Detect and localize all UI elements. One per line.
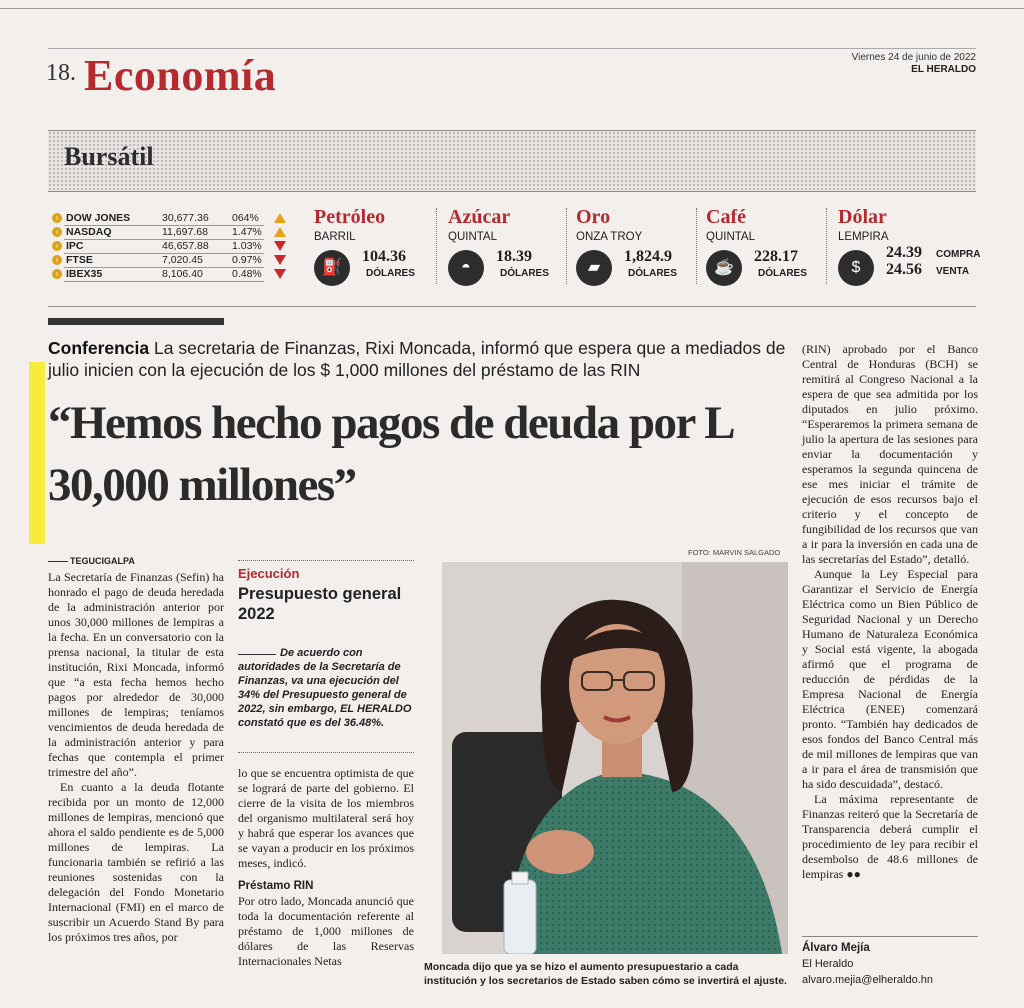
commodity-name: Oro [576, 206, 611, 228]
index-value: 46,657.88 [162, 240, 209, 252]
index-value: 30,677.36 [162, 212, 209, 224]
sidebar-rule [238, 560, 414, 561]
index-value: 7,020.45 [162, 254, 203, 266]
dollar-buy-value: 24.39 [886, 244, 922, 261]
index-name: IBEX35 [66, 268, 103, 280]
market-title: Bursátil [64, 142, 154, 171]
market-band [48, 130, 976, 192]
article-column-4 [802, 342, 978, 882]
paragraph: Aunque la Ley Especial para Garantizar el Servicio de Energía Eléctrica como un Bien Público de Seguridad Nacional y un Derecho Humano de Naturaleza Económica y Social está vigente, la abogada afirmó que el programa de reducción de pérdidas de la Empresa Nacional de Energía Eléctrica (ENEE) comenzará pronto. “También hay dedicados de esos fondos del Banco Central más de mil millones de lempiras que van a ir para el área de transmisión que ha sido descuidada”, destacó. [802, 567, 978, 791]
index-row [52, 212, 292, 226]
chevron-right-icon: › [52, 269, 62, 279]
photo-credit: FOTO: MARVIN SALGADO [688, 548, 781, 557]
commodity-divider [696, 208, 697, 284]
index-name: NASDAQ [66, 226, 112, 238]
subhead: Préstamo RIN [238, 880, 314, 892]
byline-rule [802, 936, 978, 937]
article-column-2 [238, 766, 414, 969]
article-column-1 [48, 570, 224, 945]
trend-up-icon [274, 227, 286, 237]
newspaper-name: EL HERALDO [911, 64, 976, 75]
page-top-rule [0, 8, 1024, 9]
index-change: 1.03% [232, 240, 262, 252]
highlighter-mark [29, 362, 45, 544]
commodity-name: Dólar [838, 206, 887, 228]
sidebar-body: De acuerdo con autoridades de la Secretaría de Finanzas, va una ejecución del 34% del Presupuesto general de 2022, sin embargo, EL HERALDO constató que es del 36.48%. [238, 647, 412, 729]
index-change: 064% [232, 212, 259, 224]
index-row [52, 254, 292, 268]
paragraph: En cuanto a la deuda flotante recibida por un monto de 12,000 millones de lempiras, mencionó que ahora el saldo pendiente es de 5,000 millones de lempiras. La funcionaria también se refirió a las reuniones sostenidas con la delegación del Fondo Monetario Internacional (FMI) en el marco de suscribir un Acuerdo Stand By para los próximos tres años, por [48, 780, 224, 944]
commodity-divider [436, 208, 437, 284]
trend-down-icon [274, 269, 286, 279]
trend-down-icon [274, 255, 286, 265]
commodity-unit: QUINTAL [448, 231, 497, 243]
commodity-unit: BARRIL [314, 231, 356, 243]
paragraph: La máxima representante de Finanzas reiteró que la Secretaría de Transparencia deberá cumplir el procedimiento de ley para recibir el desembolso de 48.6 millones de lempiras ●● [802, 792, 978, 881]
photo-caption: Moncada dijo que ya se hizo el aumento presupuestario a cada institución y los secretarios de Estado saben cómo se invertirá el ajuste. [424, 961, 787, 987]
commodity-currency: DÓLARES [758, 268, 807, 279]
byline-organization: El Heraldo [802, 958, 854, 970]
portrait-illustration [442, 562, 788, 954]
dateline: TEGUCIGALPA [48, 556, 135, 566]
index-name: FTSE [66, 254, 93, 266]
index-change: 1.47% [232, 226, 262, 238]
coffee-bean-icon: ☕ [706, 250, 742, 286]
index-change: 0.97% [232, 254, 262, 266]
commodity-unit: ONZA TROY [576, 231, 643, 243]
article-photo [442, 562, 788, 954]
commodity-currency: DÓLARES [628, 268, 677, 279]
commodity-name: Petróleo [314, 206, 386, 228]
section-title: Economía [84, 51, 277, 100]
index-divider [64, 281, 264, 282]
byline-author: Álvaro Mejía [802, 942, 870, 954]
index-row [52, 226, 292, 240]
commodity-currency: DÓLARES [366, 268, 415, 279]
oil-can-icon: ⛽ [314, 250, 350, 286]
money-bag-icon: $ [838, 250, 874, 286]
gold-bar-icon: ▰ [576, 250, 612, 286]
chevron-right-icon: › [52, 241, 62, 251]
sidebar-rule [238, 752, 414, 753]
index-row [52, 240, 292, 254]
dollar-buy-label: COMPRA [936, 249, 981, 260]
index-name: IPC [66, 240, 84, 252]
trend-up-icon [274, 213, 286, 223]
deck-kicker: Conferencia [48, 338, 150, 358]
paragraph: La Secretaría de Finanzas (Sefin) ha honrado el pago de deuda heredada de la administración anterior por unos 30,000 millones de lempiras a la fecha. En un conversatorio con la prensa nacional, la titular de esta institución, Rixi Moncada, informó que “a esta fecha hemos hecho pagos por alrededor de 30,000 millones de lempiras; teníamos vencimientos de deuda heredada de la administración anterior y para fechas que contempla el primer trimestre del año”. [48, 570, 224, 779]
index-change: 0.48% [232, 268, 262, 280]
commodity-name: Azúcar [448, 206, 511, 228]
article-headline: “Hemos hecho pagos de deuda por L 30,000 millones” [48, 397, 732, 511]
commodity-divider [826, 208, 827, 284]
sidebar-title: Presupuesto general 2022 [238, 585, 402, 623]
commodity-value: 18.39 [496, 248, 532, 265]
index-row [52, 268, 292, 282]
chevron-right-icon: › [52, 227, 62, 237]
paragraph: lo que se encuentra optimista de que se logrará de parte del gobierno. El cierre de la visita de los miembros del organismo multilateral será hoy y habrá que esperar los avances que se vayan a producir en los próximos meses, indicó. [238, 766, 414, 870]
trend-down-icon [274, 241, 286, 251]
deck-text: La secretaria de Finanzas, Rixi Moncada, informó que espera que a mediados de julio inicien con la ejecución de los $ 1,000 millones del préstamo de las RIN [48, 338, 786, 380]
article-deck [48, 337, 788, 381]
commodity-currency: DÓLARES [500, 268, 549, 279]
commodity-divider [566, 208, 567, 284]
index-value: 8,106.40 [162, 268, 203, 280]
index-name: DOW JONES [66, 212, 131, 224]
paragraph: Por otro lado, Moncada anunció que toda la documentación referente al préstamo de 1,000 millones de dólares de las Reservas Internacionales Netas [238, 894, 414, 968]
paragraph: (RIN) aprobado por el Banco Central de Honduras (BCH) se remitirá al Congreso Nacional a la espera de que sea admitida por los diputados en julio próximo. “Esperaremos la primera semana de julio la apertura de las sesiones para enviar la documentación y esperamos la segunda quincena de ese mes iniciar el trámite de ejecución de esos recursos bajo el criterio y el concepto de fungibilidad de los recursos que van a ir para la inversión en cada una de las secretarías del Estado”, detalló. [802, 342, 978, 566]
header-rule [48, 48, 976, 49]
page-number: 18. [46, 60, 76, 86]
issue-date: Viernes 24 de junio de 2022 [851, 52, 976, 63]
chevron-right-icon: › [52, 213, 62, 223]
sidebar-kicker: Ejecución [238, 566, 300, 581]
commodity-unit: LEMPIRA [838, 231, 889, 243]
commodity-unit: QUINTAL [706, 231, 755, 243]
sugar-sack-icon: ◓ [448, 250, 484, 286]
article-top-bar [48, 318, 224, 325]
market-bottom-rule [48, 306, 976, 307]
index-value: 11,697.68 [162, 226, 208, 238]
commodity-value: 228.17 [754, 248, 798, 265]
commodity-name: Café [706, 206, 746, 228]
chevron-right-icon: › [52, 255, 62, 265]
commodity-value: 1,824.9 [624, 248, 672, 265]
byline-email: alvaro.mejia@elheraldo.hn [802, 974, 934, 986]
commodity-value: 104.36 [362, 248, 406, 265]
dollar-sell-label: VENTA [936, 266, 970, 277]
dollar-sell-value: 24.56 [886, 261, 922, 278]
